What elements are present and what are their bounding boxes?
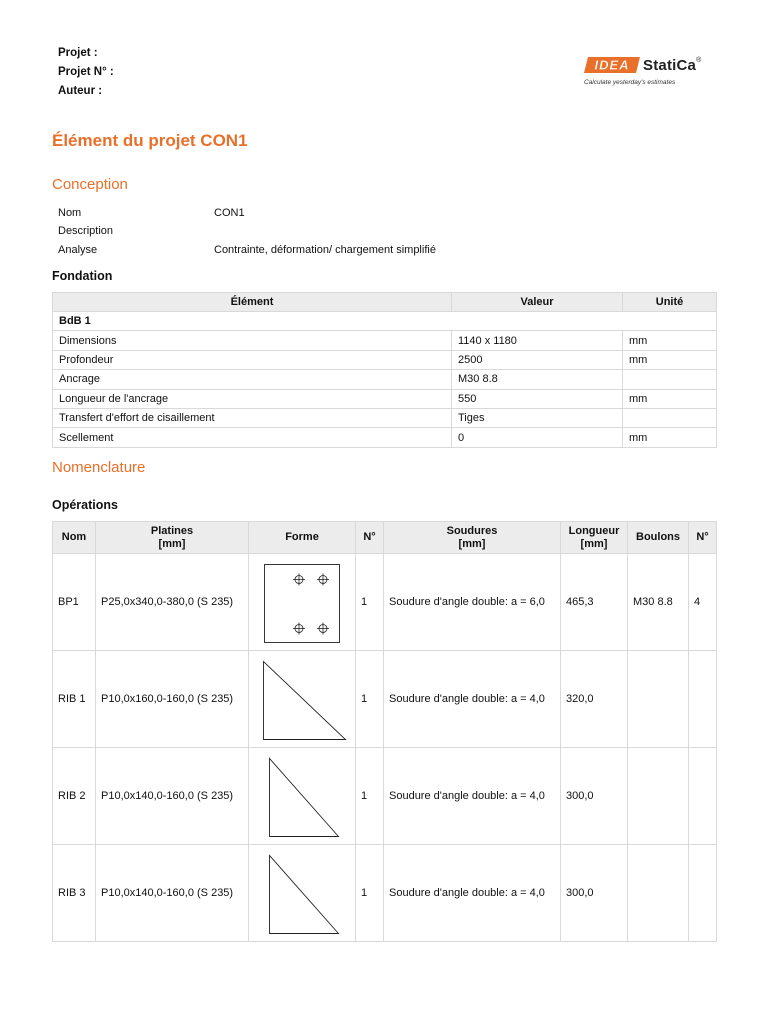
cell-valeur: 2500 — [452, 350, 623, 369]
logo-name — [643, 57, 701, 74]
page-title: Élément du projet CON1 — [52, 131, 248, 150]
cell-valeur: 0 — [452, 428, 623, 447]
rib-triangle-shape-icon — [262, 851, 342, 935]
fondation-table — [52, 292, 717, 448]
conception-heading: Conception — [52, 176, 128, 193]
platines-unit: [mm] — [158, 537, 186, 550]
logo-tagline: Calculate yesterday's estimates — [584, 79, 676, 86]
cell-element: Transfert d'effort de cisaillement — [53, 408, 452, 427]
column-header-platines — [96, 522, 249, 554]
column-header-n: N° — [356, 522, 384, 554]
idea-statica-logo — [584, 55, 724, 90]
table-group-row — [53, 312, 717, 331]
property-row — [58, 241, 436, 259]
project-label: Projet : — [58, 47, 98, 59]
property-value: Contrainte, déformation/ chargement simplifié — [214, 243, 436, 256]
column-header-n2: N° — [689, 522, 717, 554]
cell-longueur: 465,3 — [561, 554, 628, 651]
property-key: Description — [58, 225, 114, 238]
author-label: Auteur : — [58, 85, 103, 97]
cell-soudure: Soudure d'angle double: a = 4,0 — [384, 845, 561, 942]
property-row — [58, 204, 436, 222]
cell-unite — [623, 370, 717, 389]
cell-platine: P10,0x140,0-160,0 (S 235) — [96, 845, 249, 942]
table-row — [53, 651, 717, 748]
column-header-longueur — [561, 522, 628, 554]
cell-forme — [249, 651, 356, 748]
cell-longueur: 300,0 — [561, 748, 628, 845]
cell-n: 1 — [356, 845, 384, 942]
cell-n: 1 — [356, 748, 384, 845]
cell-nom: RIB 2 — [53, 748, 96, 845]
table-row — [53, 331, 717, 350]
column-header-valeur: Valeur — [452, 293, 623, 312]
cell-element: Longueur de l'ancrage — [53, 389, 452, 408]
cell-soudure: Soudure d'angle double: a = 6,0 — [384, 554, 561, 651]
table-row — [53, 370, 717, 389]
column-header-soudures — [384, 522, 561, 554]
cell-n2: 4 — [689, 554, 717, 651]
rib-triangle-shape-icon — [262, 754, 342, 838]
column-header-boulons: Boulons — [628, 522, 689, 554]
table-row — [53, 389, 717, 408]
cell-unite: mm — [623, 350, 717, 369]
project-number-label: Projet N° : — [58, 66, 114, 78]
cell-boulons — [628, 748, 689, 845]
cell-nom: BP1 — [53, 554, 96, 651]
cell-n: 1 — [356, 651, 384, 748]
fondation-heading: Fondation — [52, 269, 113, 283]
cell-n2 — [689, 651, 717, 748]
cell-forme — [249, 845, 356, 942]
cell-soudure: Soudure d'angle double: a = 4,0 — [384, 748, 561, 845]
longueur-label: Longueur — [568, 524, 620, 537]
table-row — [53, 350, 717, 369]
cell-element: Ancrage — [53, 370, 452, 389]
table-row — [53, 554, 717, 651]
cell-unite: mm — [623, 389, 717, 408]
column-header-forme: Forme — [249, 522, 356, 554]
cell-unite — [623, 408, 717, 427]
column-header-unite: Unité — [623, 293, 717, 312]
property-value: CON1 — [214, 207, 245, 219]
cell-platine: P10,0x140,0-160,0 (S 235) — [96, 748, 249, 845]
cell-boulons: M30 8.8 — [628, 554, 689, 651]
cell-n: 1 — [356, 554, 384, 651]
operations-heading: Opérations — [52, 498, 118, 512]
soudures-label: Soudures — [446, 524, 498, 537]
logo-registered: ® — [696, 57, 702, 64]
cell-n2 — [689, 845, 717, 942]
logo-mark-text: IDEA — [594, 57, 630, 73]
table-row — [53, 408, 717, 427]
column-header-nom: Nom — [53, 522, 96, 554]
nomenclature-heading: Nomenclature — [52, 459, 146, 476]
table-row — [53, 845, 717, 942]
cell-longueur: 300,0 — [561, 845, 628, 942]
project-header — [58, 44, 114, 101]
cell-forme — [249, 748, 356, 845]
cell-platine: P10,0x160,0-160,0 (S 235) — [96, 651, 249, 748]
longueur-unit: [mm] — [580, 537, 608, 550]
conception-properties — [58, 204, 436, 259]
column-header-element: Élément — [53, 293, 452, 312]
table-header-row — [53, 522, 717, 554]
cell-nom: RIB 3 — [53, 845, 96, 942]
cell-valeur: Tiges — [452, 408, 623, 427]
cell-boulons — [628, 651, 689, 748]
base-plate-shape-icon — [262, 560, 342, 644]
cell-unite: mm — [623, 331, 717, 350]
cell-unite: mm — [623, 428, 717, 447]
cell-element: Scellement — [53, 428, 452, 447]
cell-platine: P25,0x340,0-380,0 (S 235) — [96, 554, 249, 651]
operations-table — [52, 521, 717, 942]
cell-soudure: Soudure d'angle double: a = 4,0 — [384, 651, 561, 748]
table-row — [53, 748, 717, 845]
cell-nom: RIB 1 — [53, 651, 96, 748]
property-key: Nom — [58, 207, 82, 219]
idea-logo-icon — [584, 57, 640, 73]
rib-triangle-shape-icon — [257, 657, 347, 741]
cell-valeur: 1140 x 1180 — [452, 331, 623, 350]
cell-n2 — [689, 748, 717, 845]
cell-element: Profondeur — [53, 350, 452, 369]
table-row — [53, 428, 717, 447]
platines-label: Platines — [150, 524, 194, 537]
cell-valeur: 550 — [452, 389, 623, 408]
group-label: BdB 1 — [53, 312, 717, 331]
cell-element: Dimensions — [53, 331, 452, 350]
soudures-unit: [mm] — [458, 537, 486, 550]
cell-valeur: M30 8.8 — [452, 370, 623, 389]
cell-boulons — [628, 845, 689, 942]
table-header-row — [53, 293, 717, 312]
cell-forme — [249, 554, 356, 651]
property-key: Analyse — [58, 243, 98, 256]
property-row — [58, 222, 436, 240]
logo-name-text: StatiCa — [643, 57, 697, 74]
cell-longueur: 320,0 — [561, 651, 628, 748]
